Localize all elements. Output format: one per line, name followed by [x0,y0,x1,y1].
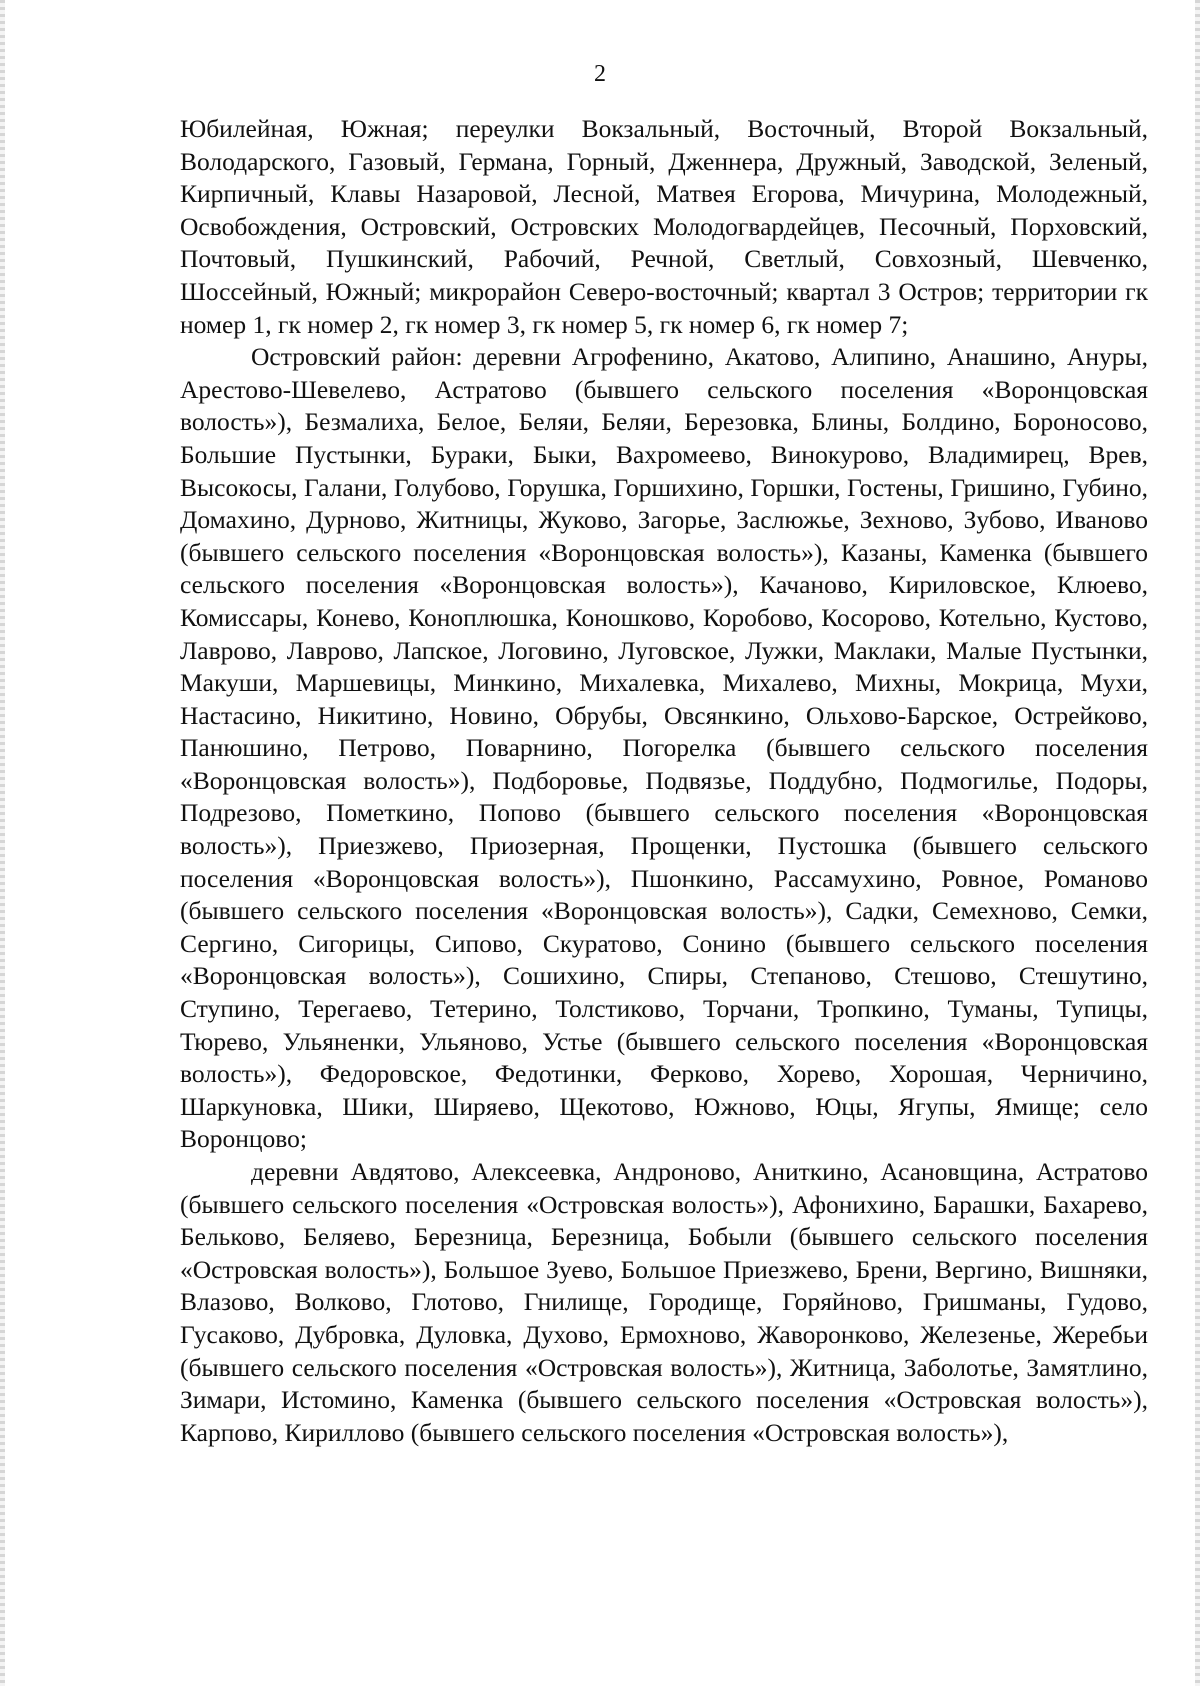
document-body [180,113,1148,1449]
page-number: 2 [594,61,606,87]
paragraph-vorontsovskaya-volost: Островский район: деревни Агрофенино, Акатово, Алипино, Анашино, Ануры, Арестово-Шевелево, Астратово (бывшего сельского поселения «Воронцовская волость»), Безмалиха, Белое, Беляи, Беляи, Березовка, Блины, Болдино, Бороносово, Большие Пустынки, Бураки, Быки, Вахромеево, Винокурово, Владимирец, Врев, Высокосы, Галани, Голубово, Горушка, Горшихино, Горшки, Гостены, Гришино, Губино, Домахино, Дурново, Житницы, Жуково, Загорье, Заслюжье, Зехново, Зубово, Иваново (бывшего сельского поселения «Воронцовская волость»), Казаны, Каменка (бывшего сельского поселения «Воронцовская волость»), Качаново, Кириловское, Клюево, Комиссары, Конево, Коноплюшка, Коношково, Коробово, Косорово, Котельно, Кустово, Лаврово, Лаврово, Лапское, Логовино, Луговское, Лужки, Маклаки, Малые Пустынки, Макуши, Маршевицы, Минкино, Михалевка, Михалево, Михны, Мокрица, Мухи, Настасино, Никитино, Новино, Обрубы, Овсянкино, Ольхово-Барское, Острейково, Панюшино, Петрово, Поварнино, Погорелка (бывшего сельского поселения «Воронцовская волость»), Подборовье, Подвязье, Поддубно, Подмогилье, Подоры, Подрезово, Пометкино, Попово (бывшего сельского поселения «Воронцовская волость»), Приезжево, Приозерная, Прощенки, Пустошка (бывшего сельского поселения «Воронцовская волость»), Пшонкино, Рассамухино, Ровное, Романово (бывшего сельского поселения «Воронцовская волость»), Садки, Семехново, Семки, Сергино, Сигорицы, Сипово, Скуратово, Сонино (бывшего сельского поселения «Воронцовская волость»), Сошихино, Спиры, Степаново, Стешово, Стешутино, Ступино, Терегаево, Тетерино, Толстиково, Торчани, Тропкино, Туманы, Тупицы, Тюрево, Ульяненки, Ульяново, Устье (бывшего сельского поселения «Воронцовская волость»), Федоровское, Федотинки, Ферково, Хорево, Хорошая, Черничино, Шаркуновка, Шики, Ширяево, Щекотово, Южново, Юцы, Ягупы, Ямище; село Воронцово; [180,342,1148,1154]
paragraph-ostrovskaya-volost: деревни Авдятово, Алексеевка, Андроново, Аниткино, Асановщина, Астратово (бывшего сельского поселения «Островская волость»), Афонихино, Барашки, Бахарево, Бельково, Беляево, Березница, Березница, Бобыли (бывшего сельского поселения «Островская волость»), Большое Зуево, Большое Приезжево, Брени, Вергино, Вишняки, Влазово, Волково, Глотово, Гнилище, Городище, Горяйново, Гришманы, Гудово, Гусаково, Дубровка, Дуловка, Духово, Ермохново, Жаворонково, Железенье, Жеребьи (бывшего сельского поселения «Островская волость»), Житница, Заболотье, Замятлино, Зимари, Истомино, Каменка (бывшего сельского поселения «Островская волость»), Карпово, Кириллово (бывшего сельского поселения «Островская волость»), [180,1157,1148,1447]
paragraph-continued-streets: Юбилейная, Южная; переулки Вокзальный, Восточный, Второй Вокзальный, Володарского, Газовый, Германа, Горный, Дженнера, Дружный, Заводской, Зеленый, Кирпичный, Клавы Назаровой, Лесной, Матвея Егорова, Мичурина, Молодежный, Освобождения, Островский, Островских Молодогвардейцев, Песочный, Порховский, Почтовый, Пушкинский, Рабочий, Речной, Светлый, Совхозный, Шевченко, Шоссейный, Южный; микрорайон Северо-восточный; квартал 3 Остров; территории гк номер 1, гк номер 2, гк номер 3, гк номер 5, гк номер 6, гк номер 7; [180,114,1148,339]
scan-left-edge [0,0,5,1686]
scan-right-edge [1195,0,1200,1686]
